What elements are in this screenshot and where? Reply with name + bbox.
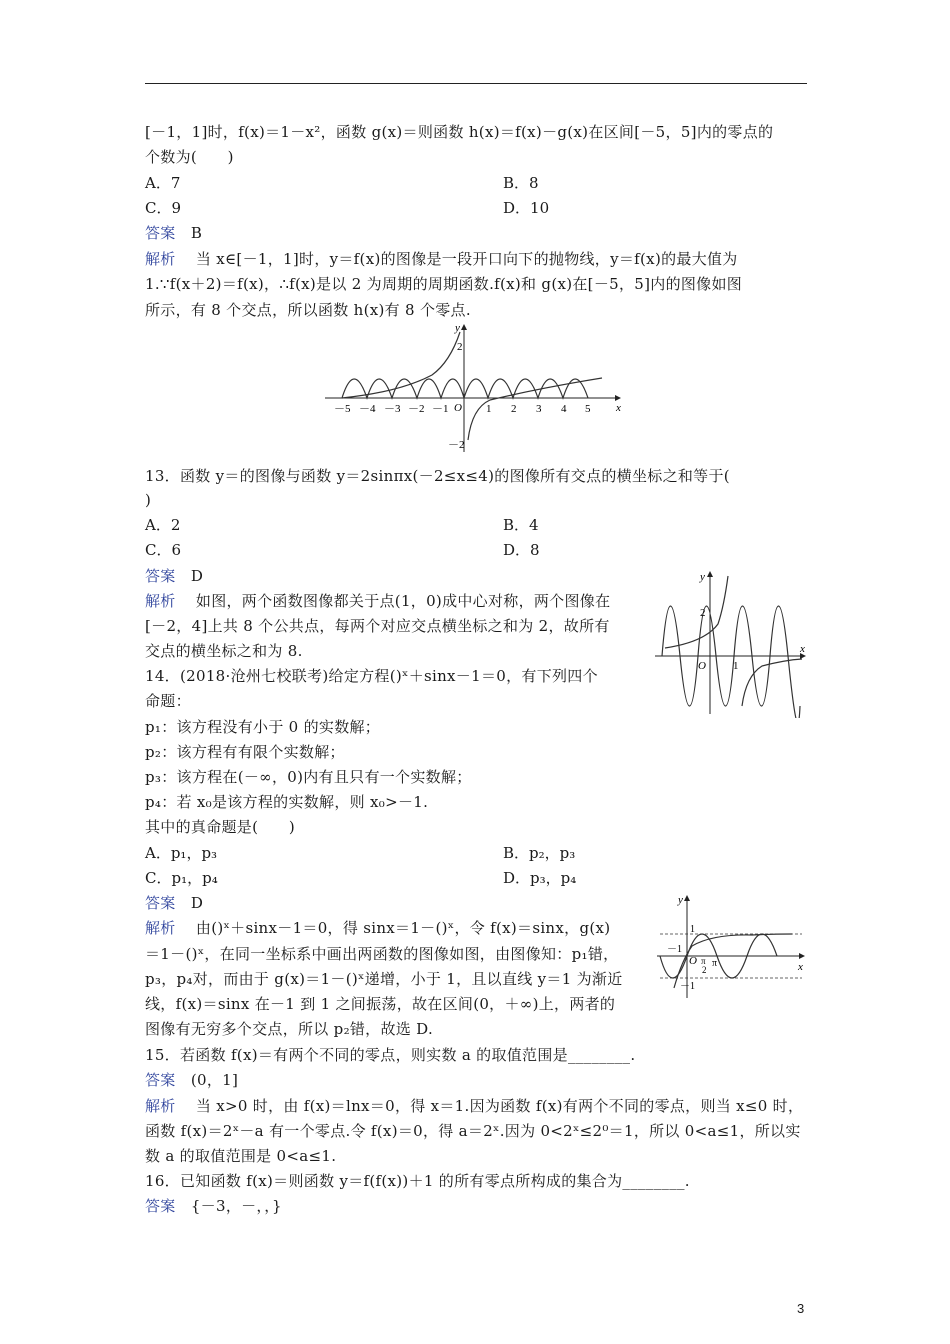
x-tick-label: 1 (486, 403, 492, 415)
answer-label: 答案 (145, 567, 176, 585)
x-axis-label: x (616, 402, 621, 414)
x-tick-label: 3 (536, 403, 542, 415)
x-tick-label: －3 (384, 403, 401, 415)
page-number: 3 (797, 1301, 805, 1316)
left-log-curve (342, 332, 460, 398)
q13-option-d: D．8 (503, 541, 540, 559)
x-tick-label: －1 (432, 403, 449, 415)
q12-answer: B (190, 224, 203, 242)
q15-answer-line (145, 1070, 238, 1090)
q14-analysis-line-4: 线，f(x)＝sinx 在－1 到 1 之间振荡，故在区间(0，＋∞)上，两者的 (145, 995, 616, 1013)
q14-analysis-line-5: 图像有无穷多个交点，所以 p₂错，故选 D. (145, 1020, 434, 1038)
x-tick-label: π (701, 956, 706, 966)
q15-analysis-line-1 (145, 1096, 803, 1116)
q12-stem-2: 个数为( ) (145, 148, 234, 166)
q14-graph (652, 890, 812, 1000)
q15-analysis-line-3: 数 a 的取值范围是 0<a≤1. (145, 1147, 337, 1165)
q12-option-a: A．7 (145, 174, 181, 192)
header-rule (145, 83, 807, 84)
q14-proposition-p1: p₁：该方程没有小于 0 的实数解； (145, 718, 381, 736)
q13-stem-2: ) (145, 491, 152, 509)
y-tick-label: －1 (680, 981, 695, 992)
q13-analysis-line-3: 交点的横坐标之和为 8. (145, 642, 303, 660)
q13-stem-1: 13．函数 y＝的图像与函数 y＝2sinπx(－2≤x≤4)的图像所有交点的横坐标之和等于( (145, 467, 730, 485)
answer-label: 答案 (145, 1071, 176, 1089)
q12-option-d: D．10 (503, 199, 550, 217)
q14-question: 其中的真命题是( ) (145, 818, 296, 836)
q15-analysis-text-1: 当 x>0 时，由 f(x)＝lnx＝0，得 x＝1.因为函数 f(x)有两个不同的零点，则当 x≤0 时， (195, 1097, 804, 1115)
q14-analysis-text-1: 由()ˣ＋sinx－1＝0，得 sinx＝1－()ˣ，令 f(x)＝sinx，g(x) (195, 919, 611, 937)
analysis-label: 解析 (145, 592, 176, 610)
answer-label: 答案 (145, 224, 176, 242)
x-tick-label: －5 (334, 403, 351, 415)
x-tick-label: 5 (585, 403, 591, 415)
y-axis-label: y (455, 322, 460, 334)
q13-graph (650, 566, 810, 718)
x-axis-label: x (798, 961, 803, 973)
q12-graph (320, 320, 630, 455)
q16-stem: 16．已知函数 f(x)＝则函数 y＝f(f(x))＋1 的所有零点所构成的集合为________. (145, 1172, 690, 1190)
y-tick-label: 2 (700, 607, 706, 619)
y-axis-label: y (678, 894, 683, 906)
q12-analysis-line-3: 所示，有 8 个交点，所以函数 h(x)有 8 个零点. (145, 301, 471, 319)
q15-analysis-line-2: 函数 f(x)＝2ˣ－a 有一个零点.令 f(x)＝0，得 a＝2ˣ.因为 0<2ˣ≤2⁰＝1，所以 0<a≤1，所以实 (145, 1122, 801, 1140)
q12-analysis-line-1 (145, 249, 738, 269)
q14-option-a: A．p₁，p₃ (145, 844, 218, 862)
origin-label: O (689, 955, 697, 967)
x-tick-label: 4 (561, 403, 567, 415)
x-axis-label: x (800, 643, 805, 655)
q13-answer-line (145, 566, 203, 586)
q13-analysis-line-1 (145, 591, 610, 611)
q15-stem: 15．若函数 f(x)＝有两个不同的零点，则实数 a 的取值范围是________. (145, 1046, 636, 1064)
q13-answer: D (190, 567, 204, 585)
x-tick-label: －2 (408, 403, 425, 415)
x-tick-label: －4 (359, 403, 376, 415)
q14-stem-2: 命题： (145, 692, 191, 710)
analysis-label: 解析 (145, 1097, 176, 1115)
q14-answer: D (190, 894, 204, 912)
q12-option-b: B．8 (503, 174, 539, 192)
q13-option-b: B．4 (503, 516, 539, 534)
q12-option-c: C．9 (145, 199, 182, 217)
q14-option-d: D．p₃，p₄ (503, 869, 577, 887)
q14-analysis-line-3: p₃，p₄对，而由于 g(x)＝1－()ˣ递增，小于 1，且以直线 y＝1 为渐近 (145, 970, 623, 988)
hyperbola-left (665, 576, 728, 648)
origin-label: O (698, 660, 706, 672)
q14-proposition-p3: p₃：该方程在(－∞，0)内有且只有一个实数解； (145, 768, 472, 786)
q16-answer: {－3，－，，} (190, 1197, 282, 1215)
q14-option-b: B．p₂，p₃ (503, 844, 576, 862)
y-tick-label: －1 (667, 944, 682, 955)
origin-label: O (454, 402, 462, 414)
q15-answer: (0，1] (190, 1071, 239, 1089)
q12-answer-line (145, 223, 202, 243)
x-tick-label: π (712, 958, 718, 969)
y-axis-label: y (700, 571, 705, 583)
y-tick-label: 2 (457, 341, 463, 353)
q14-answer-line (145, 893, 203, 913)
x-tick-label: 1 (733, 660, 739, 672)
q12-stem-1: [－1，1]时，f(x)＝1－x²，函数 g(x)＝则函数 h(x)＝f(x)－g(x)在区间[－5，5]内的零点的 (145, 123, 774, 141)
q14-stem-1: 14．(2018·沧州七校联考)给定方程()ˣ＋sinx－1＝0，有下列四个 (145, 667, 598, 685)
q13-analysis-line-2: [－2，4]上共 8 个公共点，每两个对应交点横坐标之和为 2，故所有 (145, 617, 610, 635)
q13-analysis-text-1: 如图，两个函数图像都关于点(1，0)成中心对称，两个图像在 (195, 592, 611, 610)
q14-analysis-line-2: ＝1－()ˣ，在同一坐标系中画出两函数的图像如图，由图像知：p₁错， (145, 945, 619, 963)
y-tick-label: 1 (690, 924, 695, 935)
q14-proposition-p2: p₂：该方程有有限个实数解； (145, 743, 345, 761)
x-tick-label: 2 (702, 965, 707, 975)
analysis-label: 解析 (145, 919, 176, 937)
periodic-curve (342, 379, 588, 398)
q13-option-a: A．2 (145, 516, 181, 534)
q14-option-c: C．p₁，p₄ (145, 869, 218, 887)
answer-label: 答案 (145, 1197, 176, 1215)
answer-label: 答案 (145, 894, 176, 912)
q12-analysis-text-1: 当 x∈[－1，1]时，y＝f(x)的图像是一段开口向下的抛物线，y＝f(x)的最大值为 (195, 250, 738, 268)
q12-analysis-line-2: 1.∵f(x＋2)＝f(x)，∴f(x)是以 2 为周期的周期函数.f(x)和 g(x)在[－5，5]内的图像如图 (145, 275, 743, 293)
q13-option-c: C．6 (145, 541, 182, 559)
x-tick-label: 2 (511, 403, 517, 415)
q14-proposition-p4: p₄：若 x₀是该方程的实数解，则 x₀>－1. (145, 793, 429, 811)
y-tick-label: －2 (448, 439, 465, 451)
analysis-label: 解析 (145, 250, 176, 268)
q14-analysis-line-1 (145, 918, 610, 938)
q16-answer-line (145, 1196, 282, 1216)
